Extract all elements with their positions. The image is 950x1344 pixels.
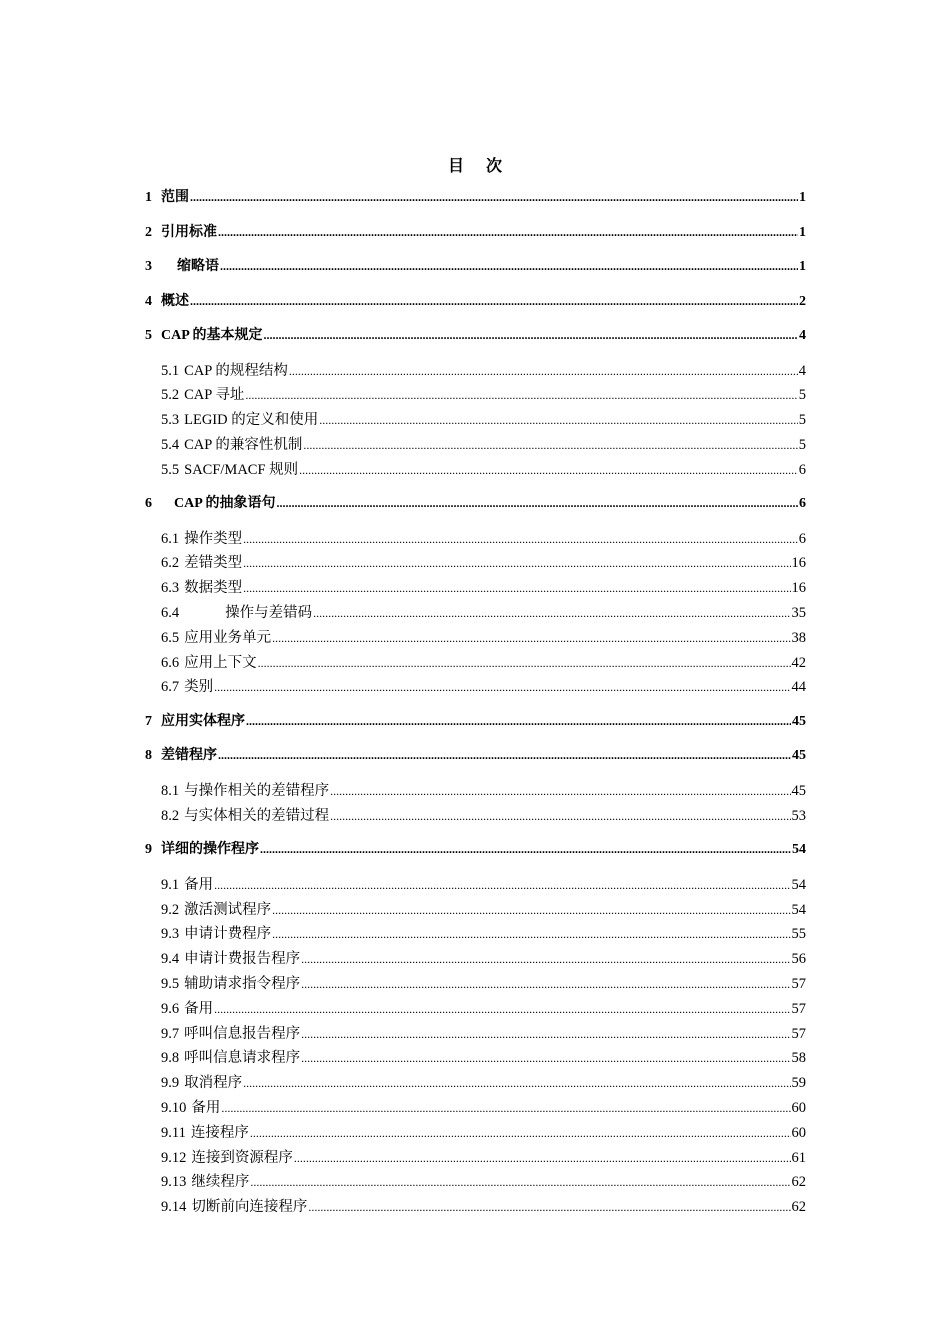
toc-entry-label: 申请计费报告程序 [184,951,301,968]
toc-entry-number: 6.4 [161,605,180,622]
toc-entry-number: 6 [145,496,152,512]
toc-entry-number: 6.6 [161,654,180,671]
toc-entry-number: 6.3 [161,580,180,597]
toc-leader-dots [301,1022,790,1047]
toc-entry[interactable] [161,408,806,433]
toc-entry[interactable] [161,1022,806,1047]
toc-entry[interactable] [161,972,806,997]
toc-entry-page-number: 6 [798,461,806,478]
toc-entry[interactable] [145,710,806,745]
toc-entry[interactable] [161,527,806,552]
toc-entry-label: 连接程序 [190,1124,249,1141]
toc-entry-page-number: 53 [791,807,806,824]
toc-entry-page-number: 45 [791,782,806,799]
toc-leader-dots [214,675,790,700]
toc-entry[interactable] [145,186,806,221]
toc-entry-page-number: 54 [792,842,806,858]
toc-entry-number: 4 [145,293,152,309]
toc-entry[interactable] [161,804,806,839]
toc-leader-dots [330,779,790,804]
toc-leader-dots [245,383,797,408]
toc-entry-number: 8.1 [161,782,180,799]
toc-leader-dots [250,1121,791,1146]
toc-entry[interactable] [161,873,806,898]
toc-entry-label: 备用 [191,1099,221,1116]
toc-entry[interactable] [145,221,806,256]
toc-entry-label: 辅助请求指令程序 [184,975,301,992]
toc-entry-label: 呼叫信息请求程序 [184,1050,301,1067]
toc-leader-dots [272,922,790,947]
toc-entry-number: 9.7 [161,1025,180,1042]
toc-title-left: 目 [447,156,464,175]
toc-entry-label: 缩略语 [177,259,219,274]
toc-entry[interactable] [161,922,806,947]
toc-entry-page-number: 1 [799,190,806,205]
toc-leader-dots [246,710,791,733]
toc-entry-page-number: 58 [791,1050,806,1067]
toc-entry-label: 激活测试程序 [184,901,272,918]
toc-entry-number: 2 [145,224,152,240]
toc-entry-number: 9.10 [161,1099,187,1116]
toc-entry-page-number: 54 [791,901,806,918]
toc-title-right: 次 [486,156,503,175]
toc-entry-page-number: 38 [791,629,806,646]
toc-entry-label: 备用 [184,876,214,893]
toc-entry-page-number: 62 [791,1174,806,1191]
toc-entry[interactable] [161,779,806,804]
toc-entry-page-number: 1 [799,224,806,240]
toc-leader-dots [190,186,798,209]
toc-entry-page-number: 55 [791,926,806,943]
toc-entry[interactable] [161,551,806,576]
toc-entry[interactable] [161,1195,806,1220]
toc-entry[interactable] [161,1146,806,1171]
toc-leader-dots [243,576,790,601]
toc-leader-dots [243,1071,790,1096]
toc-entry-label: CAP 的基本规定 [161,328,263,343]
toc-entry[interactable] [145,290,806,325]
toc-entry-label: 应用实体程序 [161,713,245,729]
toc-entry-number: 6.5 [161,629,180,646]
toc-entry-label: 申请计费程序 [184,926,272,943]
toc-entry-page-number: 56 [791,951,806,968]
toc-entry-label: CAP 的规程结构 [184,362,288,379]
toc-entry[interactable] [161,651,806,676]
toc-entry[interactable] [161,1071,806,1096]
toc-entry[interactable] [145,492,806,527]
toc-entry-page-number: 35 [791,605,806,622]
toc-entry[interactable] [145,324,806,359]
toc-entry-number: 9.11 [161,1124,186,1141]
toc-entry-page-number: 4 [799,328,806,343]
toc-leader-dots [221,1096,790,1121]
toc-entry[interactable] [161,576,806,601]
toc-leader-dots [218,221,798,244]
toc-entry-number: 5.5 [161,461,180,478]
toc-entry[interactable] [161,898,806,923]
toc-entry-label: 数据类型 [184,580,243,597]
toc-entry-label: CAP 寻址 [184,387,245,404]
toc-entry-page-number: 59 [791,1075,806,1092]
toc-leader-dots [250,1170,790,1195]
toc-entry[interactable] [161,947,806,972]
toc-entry-page-number: 54 [791,876,806,893]
toc-entry-label: 差错程序 [161,748,217,764]
toc-entry-label: 备用 [184,1000,214,1017]
toc-entry[interactable] [145,838,806,873]
toc-entry-number: 6.1 [161,530,180,547]
toc-entry[interactable] [161,1046,806,1071]
toc-entry[interactable] [161,458,806,493]
toc-leader-dots [272,626,790,651]
toc-list [0,186,950,1220]
toc-entry-number: 8 [145,748,152,764]
toc-entry-page-number: 5 [798,436,806,453]
toc-entry-page-number: 6 [798,530,806,547]
toc-entry-label: 概述 [161,293,189,309]
toc-entry-label: CAP 的抽象语句 [174,496,276,512]
toc-leader-dots [301,1046,790,1071]
toc-entry[interactable] [161,359,806,384]
toc-entry-page-number: 60 [791,1124,806,1141]
toc-entry-label: 与实体相关的差错过程 [184,807,330,824]
toc-entry-label: 类别 [184,679,214,696]
toc-leader-dots [308,1195,790,1220]
toc-entry-page-number: 42 [791,654,806,671]
toc-entry-page-number: 45 [792,748,806,764]
toc-entry-number: 9 [145,842,152,858]
toc-leader-dots [214,997,790,1022]
toc-entry-label: 引用标准 [161,224,217,240]
toc-leader-dots [303,433,797,458]
toc-leader-dots [243,527,798,552]
toc-entry-page-number: 1 [799,259,806,274]
toc-entry-page-number: 62 [791,1199,806,1216]
toc-entry-label: CAP 的兼容性机制 [184,436,303,453]
toc-entry[interactable] [161,626,806,651]
toc-entry-label: 详细的操作程序 [161,842,259,858]
toc-entry-page-number: 16 [791,555,806,572]
toc-entry-number: 8.2 [161,807,180,824]
toc-leader-dots [313,601,790,626]
toc-entry-number: 9.12 [161,1149,187,1166]
toc-entry-page-number: 60 [791,1099,806,1116]
toc-leader-dots [218,744,791,767]
toc-leader-dots [214,873,790,898]
toc-entry-page-number: 4 [798,362,806,379]
toc-entry-number: 5.1 [161,362,180,379]
toc-entry-label: LEGID 的定义和使用 [184,412,319,429]
toc-leader-dots [294,1146,791,1171]
toc-entry-page-number: 57 [791,1025,806,1042]
toc-entry-number: 9.14 [161,1199,187,1216]
toc-entry-number: 9.1 [161,876,180,893]
toc-entry-label: SACF/MACF 规则 [184,461,299,478]
toc-entry-label: 范围 [161,190,189,205]
toc-entry-page-number: 44 [791,679,806,696]
toc-entry[interactable] [145,744,806,779]
toc-leader-dots [258,651,791,676]
toc-entry-number: 6.7 [161,679,180,696]
toc-entry[interactable] [161,1096,806,1121]
toc-entry-label: 与操作相关的差错程序 [184,782,330,799]
toc-leader-dots [272,898,790,923]
toc-entry-number: 5.4 [161,436,180,453]
toc-entry-number: 6.2 [161,555,180,572]
toc-entry-page-number: 2 [799,293,806,309]
toc-leader-dots [264,324,799,347]
toc-entry-number: 9.6 [161,1000,180,1017]
toc-entry-label: 应用业务单元 [184,629,272,646]
toc-leader-dots [220,255,798,278]
toc-entry[interactable] [145,255,806,290]
toc-entry-number: 5.3 [161,412,180,429]
toc-leader-dots [301,972,790,997]
toc-entry-label: 呼叫信息报告程序 [184,1025,301,1042]
toc-entry-number: 9.8 [161,1050,180,1067]
toc-entry-page-number: 5 [798,412,806,429]
toc-entry[interactable] [161,1121,806,1146]
toc-leader-dots [243,551,790,576]
toc-entry-number: 5.2 [161,387,180,404]
toc-entry-page-number: 61 [791,1149,806,1166]
toc-entry-page-number: 45 [792,713,806,729]
toc-entry-label: 继续程序 [191,1174,250,1191]
toc-entry-page-number: 6 [799,496,806,512]
toc-entry-label: 取消程序 [184,1075,243,1092]
toc-leader-dots [301,947,790,972]
toc-entry[interactable] [161,997,806,1022]
toc-entry-label: 操作与差错码 [225,605,313,622]
toc-entry-number: 1 [145,190,152,205]
toc-entry[interactable] [161,1170,806,1195]
toc-entry-number: 9.5 [161,975,180,992]
toc-entry-page-number: 5 [798,387,806,404]
toc-leader-dots [319,408,798,433]
toc-entry-number: 9.9 [161,1075,180,1092]
toc-entry-number: 5 [145,328,152,343]
toc-entry-number: 9.2 [161,901,180,918]
toc-leader-dots [190,290,798,313]
toc-entry-number: 9.3 [161,926,180,943]
toc-entry-label: 切断前向连接程序 [191,1199,308,1216]
toc-entry-page-number: 16 [791,580,806,597]
toc-entry[interactable] [161,675,806,710]
toc-leader-dots [299,458,798,483]
toc-entry-label: 应用上下文 [184,654,257,671]
toc-leader-dots [289,359,798,384]
toc-entry-page-number: 57 [791,975,806,992]
toc-entry-number: 7 [145,713,152,729]
toc-entry-label: 操作类型 [184,530,243,547]
toc-entry-label: 差错类型 [184,555,243,572]
toc-entry-number: 9.4 [161,951,180,968]
toc-entry[interactable] [161,383,806,408]
toc-leader-dots [277,492,799,515]
toc-leader-dots [260,838,791,861]
toc-entry-label: 连接到资源程序 [191,1149,293,1166]
toc-entry-number: 3 [145,259,152,274]
toc-entry[interactable] [161,433,806,458]
toc-title [0,153,950,176]
toc-entry-page-number: 57 [791,1000,806,1017]
toc-entry-number: 9.13 [161,1174,187,1191]
toc-entry[interactable] [161,601,806,626]
toc-leader-dots [330,804,790,829]
